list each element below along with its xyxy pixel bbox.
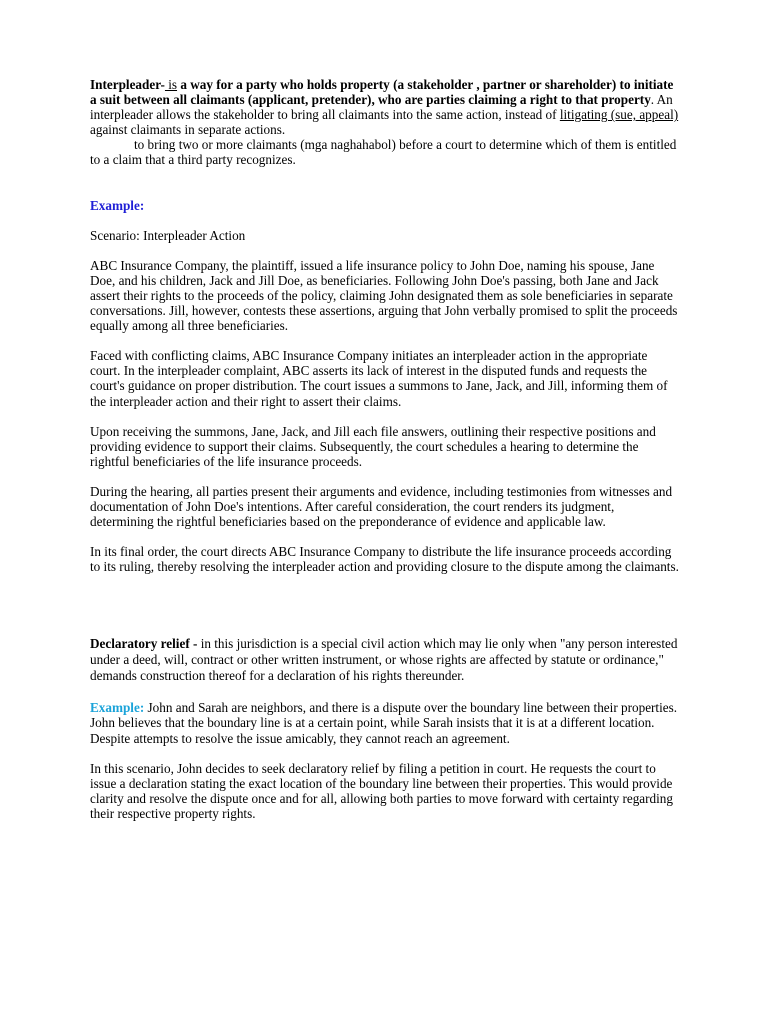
- declaratory-example-text: John and Sarah are neighbors, and there is a dispute over the boundary line between their properties. John believes that the boundary line is at a certain point, while Sarah insists that it is at a different location. Despite attempts to resolve the issue amicably, they cannot reach an agreement.: [90, 700, 678, 746]
- document-page: [90, 77, 680, 821]
- declaratory-relief-term: Declaratory relief -: [90, 636, 198, 652]
- declaratory-example: [90, 700, 680, 745]
- example-paragraph: During the hearing, all parties present their arguments and evidence, including testimonies from witnesses and documentation of John Doe's intentions. After careful consideration, the court renders its judgment, determining the rightful beneficiaries based on the preponderance of evidence and applicable law.: [90, 483, 673, 530]
- example-paragraph: In its final order, the court directs ABC Insurance Company to distribute the life insurance proceeds according to its ruling, thereby resolving the interpleader action and providing closure to the dispute among the claimants.: [90, 544, 679, 575]
- declaratory-relief-definition-text: in this jurisdiction is a special civil action which may lie only when "any person interested under a deed, will, contract or other written instrument, or whose rights are affected by statute or ordinance," demands construction thereof for a declaration of his rights thereunder.: [90, 636, 678, 684]
- declaratory-example-paragraph: In this scenario, John decides to seek declaratory relief by filing a petition in court. He requests the court to issue a declaration stating the exact location of the boundary line between their properties. This would provide clarity and resolve the dispute once and for all, allowing both parties to move forward with certainty regarding their respective property rights.: [90, 760, 673, 821]
- interpleader-definition-text-a: . An interpleader allows the stakeholder to bring all claimants into the same action, instead of: [90, 92, 673, 123]
- example-paragraph: Faced with conflicting claims, ABC Insurance Company initiates an interpleader action in the appropriate court. In the interpleader complaint, ABC asserts its lack of interest in the disputed funds and requests the court's guidance on proper distribution. The court issues a summons to Jane, Jack, and Jill, informing them of the interpleader action and their right to assert their claims.: [90, 348, 668, 409]
- declaratory-relief-definition: [90, 636, 680, 684]
- interpleader-definition-bold: a way for a party who holds property (a stakeholder , partner or shareholder) to initiate a suit between all claimants (applicant, pretender), who are parties claiming a right to that property: [90, 77, 674, 108]
- interpleader-term-suffix: is: [164, 77, 178, 92]
- interpleader-second-line-text: to bring two or more claimants (mga naghahabol) before a court to determine which of them is entitled to a claim that a third party recognizes.: [90, 137, 677, 168]
- example-paragraph: ABC Insurance Company, the plaintiff, issued a life insurance policy to John Doe, naming his spouse, Jane Doe, and his children, Jack and Jill Doe, as beneficiaries. Following John Doe's passing, both Jane and Jack assert their rights to the proceeds of the policy, claiming John designated them as sole beneficiaries in separate conversations. Jill, however, contests these assertions, arguing that John verbally promised to split the proceeds equally among all three beneficiaries.: [90, 257, 678, 334]
- scenario-title: Scenario: Interpleader Action: [90, 227, 246, 243]
- litigating-underlined-text: litigating (sue, appeal): [559, 107, 679, 123]
- interpleader-term: Interpleader-: [90, 77, 165, 92]
- example-paragraph: Upon receiving the summons, Jane, Jack, and Jill each file answers, outlining their respective positions and providing evidence to support their claims. Subsequently, the court schedules a hearing to determine the rightful beneficiaries of the life insurance proceeds.: [90, 423, 656, 469]
- interpleader-definition: [90, 77, 680, 137]
- interpleader-definition-text-b: against claimants in separate actions.: [90, 122, 286, 138]
- example-heading: Example:: [90, 700, 145, 716]
- example-heading: Example:: [90, 197, 145, 213]
- interpleader-second-line: [90, 137, 680, 167]
